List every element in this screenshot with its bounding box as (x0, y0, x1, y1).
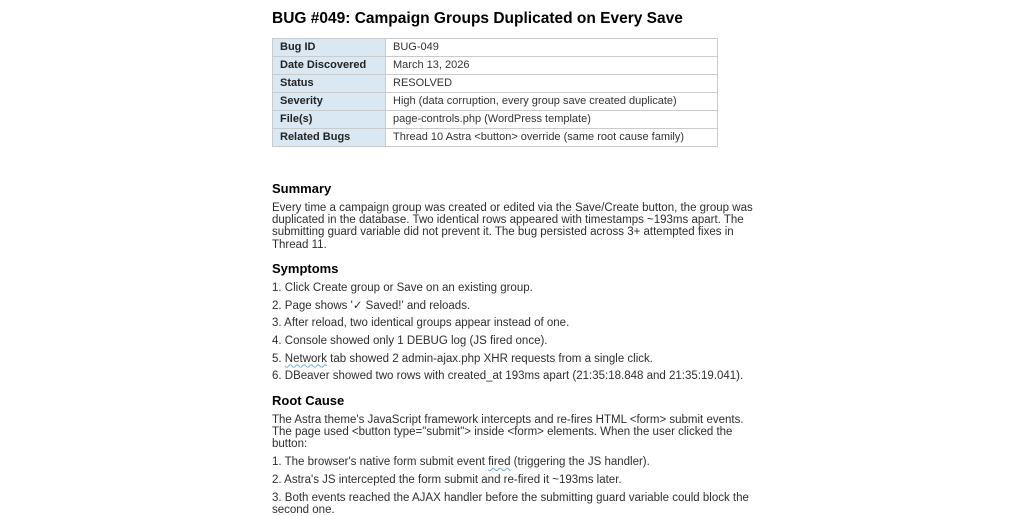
root-cause-list (272, 456, 764, 516)
row-value: RESOLVED (386, 75, 718, 93)
row-value: Thread 10 Astra <button> override (same root cause family) (386, 129, 718, 147)
misspelled-word: fired (488, 456, 511, 469)
table-row (273, 57, 718, 75)
row-label: Related Bugs (273, 129, 386, 147)
list-item: 3. Both events reached the AJAX handler before the submitting guard variable could block the second one. (272, 491, 749, 516)
symptoms-list (272, 282, 764, 383)
row-value: page-controls.php (WordPress template) (386, 111, 718, 129)
bug-info-table (272, 38, 718, 147)
section-heading-symptoms: Symptoms (272, 260, 339, 276)
list-item: 2. Astra's JS intercepted the form submit and re-fired it ~193ms later. (272, 473, 622, 486)
row-label: Severity (273, 93, 386, 111)
row-value: March 13, 2026 (386, 57, 718, 75)
table-row (273, 111, 718, 129)
row-value: High (data corruption, every group save created duplicate) (386, 93, 718, 111)
table-row (273, 129, 718, 147)
list-item-text: tab showed 2 admin-ajax.php XHR requests from a single click. (326, 352, 653, 365)
misspelled-word: Network (284, 352, 327, 365)
summary-paragraph: Every time a campaign group was created or edited via the Save/Create button, the group was duplicated in the database. Two identical rows appeared with timestamps ~193ms apart. The submitting guard variable did not prevent it. The bug persisted across 3+ attempted fixes in Thread 11. (272, 202, 753, 251)
bug-report-document (272, 10, 764, 516)
list-item: 1. Click Create group or Save on an existing group. (272, 281, 533, 294)
row-label: Status (273, 75, 386, 93)
list-item: 4. Console showed only 1 DEBUG log (JS fired once). (272, 334, 548, 347)
page-title: BUG #049: Campaign Groups Duplicated on Every Save (272, 10, 683, 27)
list-item (272, 456, 764, 468)
row-label: Bug ID (273, 39, 386, 57)
list-item: 3. After reload, two identical groups appear instead of one. (272, 317, 570, 330)
list-item: 6. DBeaver showed two rows with created_at 193ms apart (21:35:18.848 and 21:35:19.041). (272, 370, 744, 383)
row-label: File(s) (273, 111, 386, 129)
table-row (273, 93, 718, 111)
list-item (272, 353, 764, 365)
row-label: Date Discovered (273, 57, 386, 75)
section-heading-summary: Summary (272, 181, 332, 196)
row-value: BUG-049 (386, 39, 718, 57)
list-item-text: 5. (272, 352, 285, 365)
list-item-text: (triggering the JS handler). (510, 456, 650, 469)
table-row (273, 39, 718, 57)
root-cause-paragraph: The Astra theme's JavaScript framework intercepts and re-fires HTML <form> submit events. The page used <button type="submit"> inside <form> elements. When the user clicked the button: (272, 413, 744, 450)
list-item: 2. Page shows '✓ Saved!' and reloads. (272, 299, 471, 312)
table-row (273, 75, 718, 93)
section-heading-root-cause: Root Cause (272, 392, 345, 408)
list-item-text: 1. The browser's native form submit event (272, 456, 489, 469)
